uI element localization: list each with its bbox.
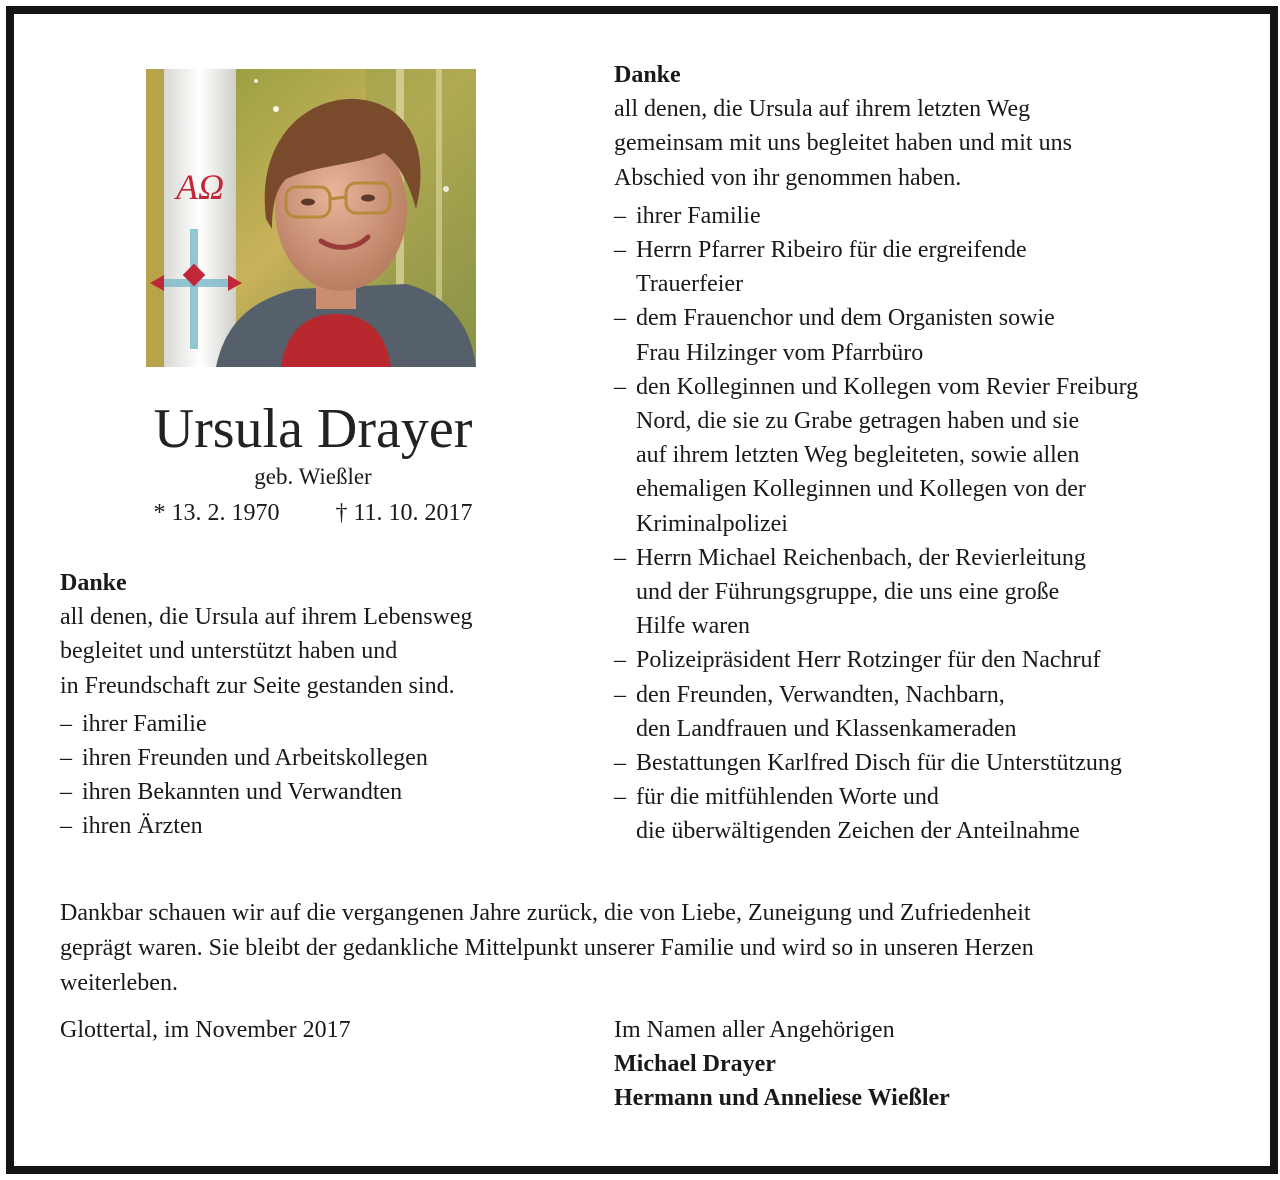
signer-name: Hermann und Anneliese Wießler [614, 1085, 950, 1111]
birth-date: * 13. 2. 1970 [153, 500, 280, 526]
right-thanks-list [614, 199, 1234, 849]
right-thanks-heading: Danke [614, 62, 681, 88]
list-item: – den Freunden, Verwandten, Nachbarn, den Landfrauen und Klassenkameraden [614, 681, 1017, 742]
right-thanks-intro-line: Abschied von ihr genommen haben. [614, 164, 962, 191]
signers-block [614, 1013, 950, 1115]
left-thanks-intro-line: all denen, die Ursula auf ihrem Lebensweg [60, 604, 473, 631]
left-thanks-intro-line: begleitet und unterstützt haben und [60, 638, 398, 665]
list-item: – Polizeipräsident Herr Rotzinger für den Nachruf [614, 647, 1101, 674]
life-dates [60, 498, 566, 528]
left-thanks-list [60, 707, 580, 844]
closing-line: weiterleben. [60, 970, 178, 996]
list-item: – ihrer Familie [614, 202, 761, 229]
closing-paragraph [60, 896, 1220, 1001]
list-item: – ihren Freunden und Arbeitskollegen [60, 745, 428, 772]
signers-intro: Im Namen aller Angehörigen [614, 1017, 895, 1043]
maiden-name: geb. Wießler [254, 464, 372, 489]
list-item: – ihren Bekannten und Verwandten [60, 779, 403, 806]
list-item: – Herrn Pfarrer Ribeiro für die ergreifende Trauerfeier [614, 237, 1027, 298]
right-thanks-intro-line: all denen, die Ursula auf ihrem letzten Weg [614, 96, 1031, 123]
closing-line: geprägt waren. Sie bleibt der gedankliche Mittelpunkt unserer Familie und wird so in unseren Herzen [60, 935, 1034, 961]
list-item: – Herrn Michael Reichenbach, der Revierleitung und der Führungsgruppe, die uns eine große Hilfe waren [614, 544, 1086, 640]
place-date: Glottertal, im November 2017 [60, 1017, 351, 1043]
list-item: – ihren Ärzten [60, 813, 203, 840]
left-thanks-heading: Danke [60, 570, 127, 596]
list-item: – Bestattungen Karlfred Disch für die Unterstützung [614, 750, 1122, 777]
list-item: – dem Frauenchor und dem Organisten sowie Frau Hilzinger vom Pfarrbüro [614, 305, 1055, 366]
closing-line: Dankbar schauen wir auf die vergangenen Jahre zurück, die von Liebe, Zuneigung und Zufriedenheit [60, 900, 1031, 926]
list-item: – ihrer Familie [60, 710, 207, 737]
candle-symbol-text [174, 167, 224, 207]
deceased-name: Ursula Drayer [153, 398, 473, 460]
right-thanks-section [614, 58, 1234, 849]
right-thanks-intro-line: gemeinsam mit uns begleitet haben und mit uns [614, 130, 1072, 157]
death-date: † 11. 10. 2017 [335, 500, 473, 526]
list-item: – den Kolleginnen und Kollegen vom Revier Freiburg Nord, die sie zu Grabe getragen haben und sie auf ihrem letzten Weg begleiteten, sowie allen ehemaligen Kolleginnen und Kollegen von der Kriminalpolizei [614, 373, 1139, 537]
svg-text:AΩ: AΩ [176, 167, 225, 207]
left-thanks-intro-line: in Freundschaft zur Seite gestanden sind. [60, 672, 455, 699]
portrait-photo [146, 69, 476, 367]
left-thanks-section [60, 566, 580, 844]
list-item: – für die mitfühlenden Worte und die überwältigenden Zeichen der Anteilnahme [614, 784, 1080, 845]
signer-name: Michael Drayer [614, 1051, 776, 1077]
